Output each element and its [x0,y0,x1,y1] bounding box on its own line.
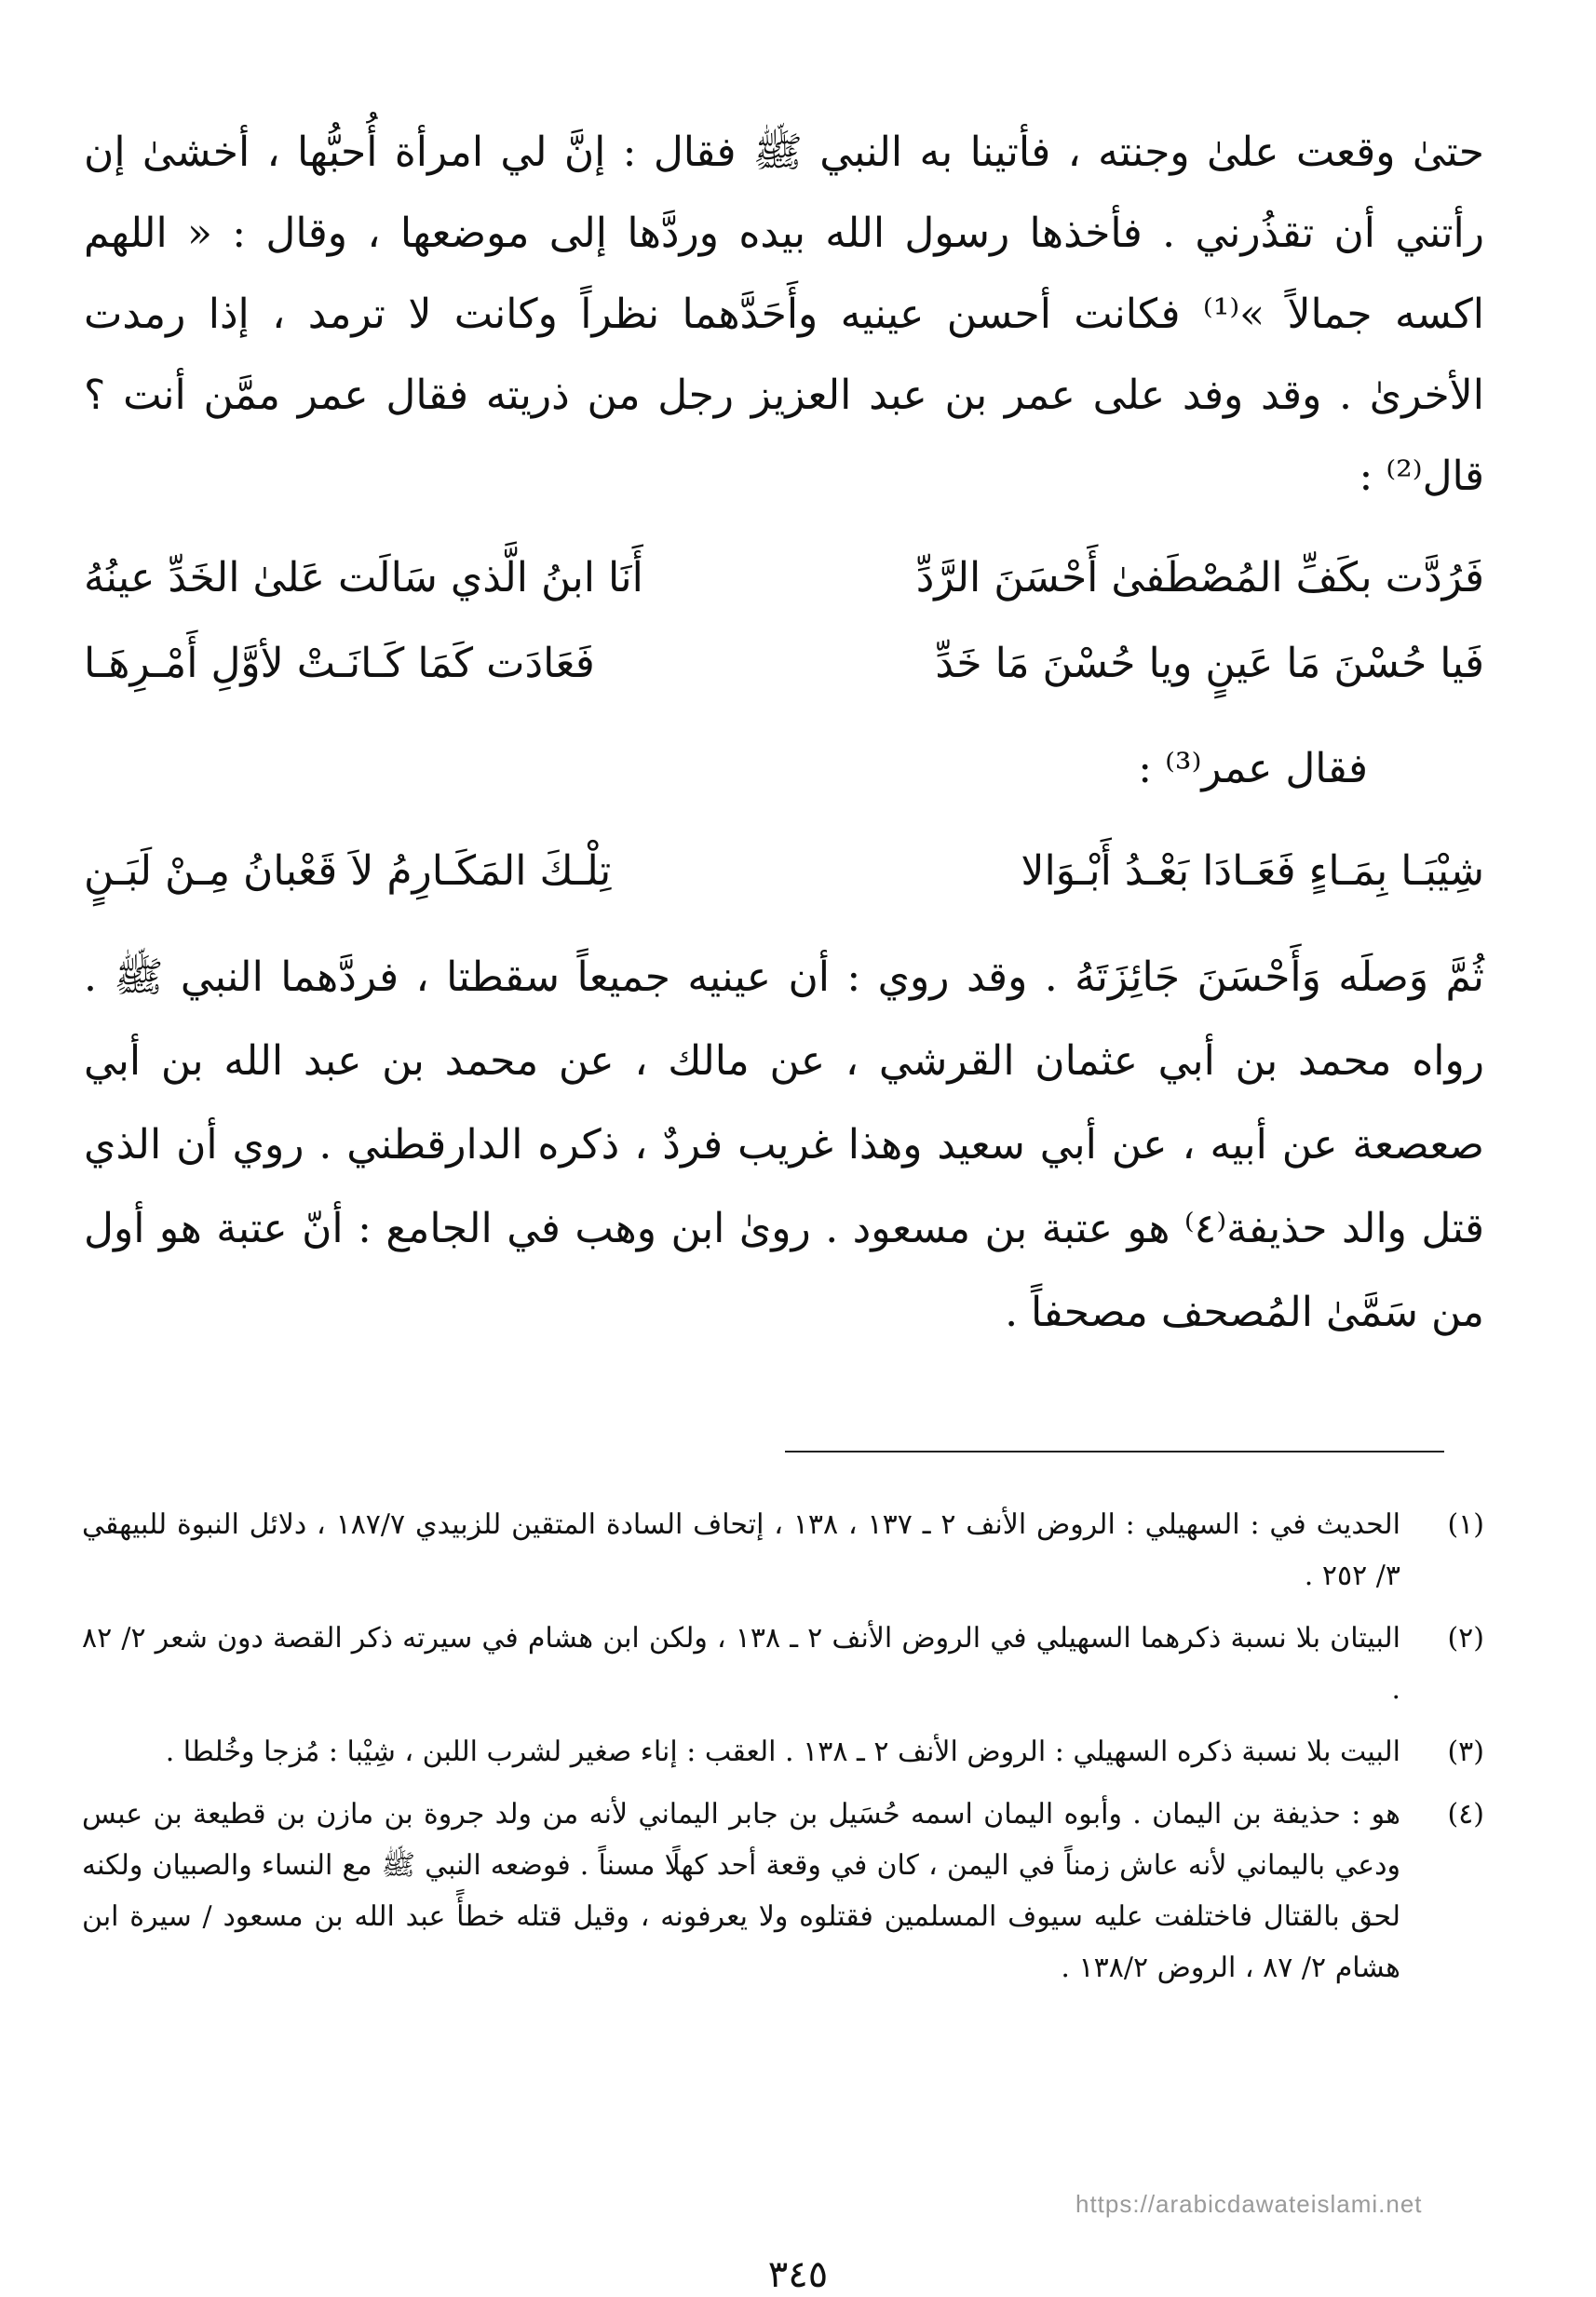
footnote-text: الحديث في : السهيلي : الروض الأنف ٢ ـ ١٣٧ ، ١٣٨ ، إتحاف السادة المتقين للزبيدي ١٨٧/٧ ، دلائل النبوة للبيهقي ٣/ ٢٥٢ . [82,1508,1400,1592]
verse-intro: فقال عمر⁽³⁾ : [1138,745,1368,792]
poem-1 [84,535,1484,707]
footnote-number: (٤) [1447,1798,1484,1831]
footnote-text: هو : حذيفة بن اليمان . وأبوه اليمان اسمه حُسَيل بن جابر اليماني لأنه من ولد جروة بن مازن بن قطيعة بن عبس ودعي باليماني لأنه عاش زمناً في اليمن ، كان في وقعة أحد كهلًا مسناً . فوضعه النبي ﷺ مع النساء والصبيان ولكنه لحق بالقتال فاختلفت عليه سيوف المسلمين فقتلوه ولا يعرفونه ، وقيل قتله خطأً عبد الله بن مسعود / سيرة ابن هشام ٢/ ٨٧ ، الروض ١٣٨/٢ . [82,1798,1400,1984]
verse-hemistich-first: فَرُدَّت بكَفِّ المُصْطَفىٰ أَحْسَنَ الرَّدِّ [915,554,1484,601]
footnote-divider [785,1451,1444,1453]
verse-line [84,535,1484,621]
paragraph-1: حتىٰ وقعت علىٰ وجنته ، فأتينا به النبي ﷺ فقال : إنَّ لي امرأة أُحبُّها ، أخشىٰ إن رأتني أن تقذُرني . فأخذها رسول الله بيده وردَّها إلى موضعها ، وقال : « اللهم اكسه جمالاً »⁽¹⁾ فكانت أحسن عينيه وأَحَدَّهما نظراً وكانت لا ترمد ، إذا رمدت الأخرىٰ . وقد وفد على عمر بن عبد العزيز رجل من ذريته فقال عمر ممَّن أنت ؟ قال⁽²⁾ : [84,128,1485,500]
footnote [82,1789,1484,1993]
verse-hemistich-first: شِيْبَـا بِمَـاءٍ فَعَـادَا بَعْـدُ أَبْـوَالا [1021,847,1484,895]
footnote-text: البيتان بلا نسبة ذكرهما السهيلي في الروض الأنف ٢ ـ ١٣٨ ، ولكن ابن هشام في سيرته ذكر القصة دون شعر ٢/ ٨٢ . [82,1622,1400,1706]
verse-line [84,829,1484,914]
footnote [82,1613,1484,1715]
verse-hemistich-first: فَيا حُسْنَ مَا عَينٍ ويا حُسْنَ مَا خَدِّ [935,640,1484,687]
footnote-number: (١) [1447,1508,1484,1541]
verse-hemistich-second: فَعَادَت كَمَا كَـانَـتْ لأوَّلِ أَمْـرِهَـا [84,640,595,687]
footnote [82,1499,1484,1601]
verse-hemistich-second: تِلْـكَ المَكَـارِمُ لاَ قَعْبانُ مِـنْ لَبَـنٍ [84,847,612,895]
footnote-text: البيت بلا نسبة ذكره السهيلي : الروض الأنف ٢ ـ ١٣٨ . العقب : إناء صغير لشرب اللبن ، شِيْبا : مُزجا وخُلطا . [165,1736,1400,1768]
footnote-number: (٣) [1447,1736,1484,1768]
footnotes [82,1499,1484,2005]
verse-line [84,621,1484,707]
verse-hemistich-second: أَنَا ابنُ الَّذي سَالَت عَلىٰ الخَدِّ عينُهُ [84,554,643,601]
poem-2 [84,829,1484,914]
footnote-number: (٢) [1447,1622,1484,1655]
paragraph-2: ثُمَّ وَصلَه وَأَحْسَنَ جَائِزَتَهُ . وقد روي : أن عينيه جميعاً سقطتا ، فردَّهما النبي ﷺ . رواه محمد بن أبي عثمان القرشي ، عن مالك ، عن محمد بن عبد الله بن أبي صعصعة عن أبيه ، عن أبي سعيد وهذا غريب فردٌ ، ذكره الدارقطني . روي أن الذي قتل والد حذيفة⁽٤⁾ هو عتبة بن مسعود . روىٰ ابن وهب في الجامع : أنّ عتبة هو أول من سَمَّىٰ المُصحف مصحفاً . [84,953,1484,1336]
page-number: ٣٤٥ [767,2253,829,2296]
watermark-url: https://arabicdawateislami.net [1075,2190,1423,2218]
footnote [82,1726,1484,1777]
